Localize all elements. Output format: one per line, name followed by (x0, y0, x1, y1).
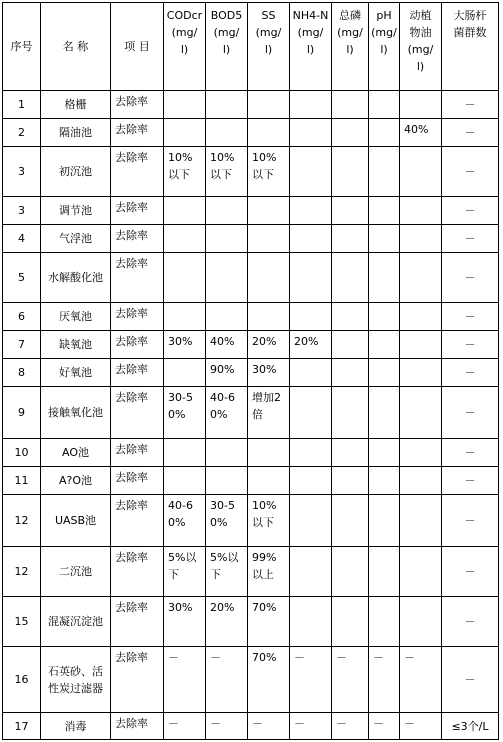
cell-tp (332, 253, 369, 303)
cell-name: 调节池 (41, 197, 111, 225)
cell-tp (332, 359, 369, 387)
cell-item: 去除率 (111, 387, 164, 439)
cell-bod (206, 197, 248, 225)
table-row (3, 647, 499, 713)
cell-tp (332, 495, 369, 547)
cell-cod: 30% (164, 597, 206, 647)
cell-bod: 30-50% (206, 495, 248, 547)
cell-tp (332, 439, 369, 467)
cell-cod: 40-60% (164, 495, 206, 547)
cell-ss (248, 303, 290, 331)
cell-oil (400, 253, 442, 303)
cell-bod: 10%以下 (206, 147, 248, 197)
cell-nh: 20% (290, 331, 332, 359)
cell-name: 厌氧池 (41, 303, 111, 331)
cell-no: 9 (3, 387, 41, 439)
cell-item: 去除率 (111, 253, 164, 303)
table-row (3, 119, 499, 147)
cell-name: 石英砂、活性炭过滤器 (41, 647, 111, 713)
cell-item: 去除率 (111, 197, 164, 225)
table-row (3, 713, 499, 740)
cell-name: A?O池 (41, 467, 111, 495)
cell-oil (400, 91, 442, 119)
cell-nh (290, 253, 332, 303)
header-row (3, 3, 499, 91)
cell-no: 5 (3, 253, 41, 303)
cell-oil (400, 597, 442, 647)
header-bod: BOD5 (mg/ l) (206, 3, 248, 91)
cell-bod (206, 91, 248, 119)
cell-name: 消毒 (41, 713, 111, 740)
cell-ss (248, 467, 290, 495)
cell-coli: － (442, 303, 499, 331)
cell-bod: 40% (206, 331, 248, 359)
cell-coli: － (442, 197, 499, 225)
cell-coli: － (442, 439, 499, 467)
cell-cod (164, 119, 206, 147)
cell-ss: 10%以下 (248, 495, 290, 547)
cell-oil: － (400, 647, 442, 713)
cell-ss: 99%以上 (248, 547, 290, 597)
removal-rate-table (2, 2, 499, 740)
cell-item: 去除率 (111, 91, 164, 119)
cell-nh: － (290, 713, 332, 740)
cell-nh: － (290, 647, 332, 713)
cell-nh (290, 119, 332, 147)
cell-cod (164, 467, 206, 495)
cell-no: 8 (3, 359, 41, 387)
cell-no: 3 (3, 147, 41, 197)
cell-ph (369, 119, 400, 147)
cell-oil (400, 197, 442, 225)
cell-oil (400, 359, 442, 387)
cell-ss: 70% (248, 597, 290, 647)
cell-no: 6 (3, 303, 41, 331)
cell-tp (332, 147, 369, 197)
cell-nh (290, 197, 332, 225)
cell-no: 1 (3, 91, 41, 119)
cell-coli: － (442, 119, 499, 147)
cell-name: AO池 (41, 439, 111, 467)
cell-nh (290, 495, 332, 547)
cell-tp (332, 467, 369, 495)
cell-nh (290, 359, 332, 387)
cell-item: 去除率 (111, 495, 164, 547)
cell-bod (206, 439, 248, 467)
cell-item: 去除率 (111, 467, 164, 495)
table-row (3, 467, 499, 495)
cell-ph (369, 359, 400, 387)
cell-nh (290, 467, 332, 495)
cell-name: 隔油池 (41, 119, 111, 147)
cell-item: 去除率 (111, 439, 164, 467)
cell-tp (332, 197, 369, 225)
table-row (3, 387, 499, 439)
cell-bod: － (206, 647, 248, 713)
table-row (3, 253, 499, 303)
cell-bod (206, 119, 248, 147)
cell-item: 去除率 (111, 647, 164, 713)
cell-ss: 10%以下 (248, 147, 290, 197)
cell-cod (164, 439, 206, 467)
cell-ss: 30% (248, 359, 290, 387)
cell-tp (332, 331, 369, 359)
cell-ss: 70% (248, 647, 290, 713)
cell-tp (332, 597, 369, 647)
cell-item: 去除率 (111, 119, 164, 147)
cell-name: UASB池 (41, 495, 111, 547)
cell-tp (332, 303, 369, 331)
cell-name: 气浮池 (41, 225, 111, 253)
table-row (3, 91, 499, 119)
cell-ph: － (369, 647, 400, 713)
cell-ss: 20% (248, 331, 290, 359)
cell-item: 去除率 (111, 713, 164, 740)
cell-oil (400, 547, 442, 597)
cell-coli: － (442, 331, 499, 359)
table-row (3, 597, 499, 647)
cell-oil (400, 387, 442, 439)
cell-cod (164, 91, 206, 119)
cell-oil: 40% (400, 119, 442, 147)
cell-name: 初沉池 (41, 147, 111, 197)
cell-cod: 5%以下 (164, 547, 206, 597)
cell-coli: － (442, 225, 499, 253)
cell-cod: 30% (164, 331, 206, 359)
cell-oil: － (400, 713, 442, 740)
cell-no: 16 (3, 647, 41, 713)
cell-nh (290, 225, 332, 253)
header-cod: CODcr (mg/ l) (164, 3, 206, 91)
cell-name: 水解酸化池 (41, 253, 111, 303)
cell-ph (369, 597, 400, 647)
cell-bod: 90% (206, 359, 248, 387)
cell-nh (290, 303, 332, 331)
cell-oil (400, 495, 442, 547)
cell-bod: － (206, 713, 248, 740)
cell-ph (369, 253, 400, 303)
cell-cod: － (164, 713, 206, 740)
cell-nh (290, 91, 332, 119)
table-row (3, 331, 499, 359)
cell-tp: － (332, 647, 369, 713)
cell-coli: － (442, 359, 499, 387)
header-nh4n: NH4-N (mg/ l) (290, 3, 332, 91)
cell-ss (248, 225, 290, 253)
cell-bod (206, 225, 248, 253)
cell-coli: － (442, 467, 499, 495)
cell-ss (248, 91, 290, 119)
cell-ss (248, 253, 290, 303)
cell-oil (400, 331, 442, 359)
cell-no: 7 (3, 331, 41, 359)
cell-item: 去除率 (111, 597, 164, 647)
cell-cod: － (164, 647, 206, 713)
cell-oil (400, 303, 442, 331)
cell-tp: － (332, 713, 369, 740)
header-ss: SS (mg/ l) (248, 3, 290, 91)
cell-coli: － (442, 597, 499, 647)
header-ph: pH (mg/ l) (369, 3, 400, 91)
cell-no: 10 (3, 439, 41, 467)
cell-tp (332, 547, 369, 597)
cell-bod: 5%以下 (206, 547, 248, 597)
table-row (3, 225, 499, 253)
cell-bod: 40-60% (206, 387, 248, 439)
cell-coli: － (442, 547, 499, 597)
cell-ph (369, 439, 400, 467)
cell-bod (206, 253, 248, 303)
cell-oil (400, 439, 442, 467)
cell-name: 格栅 (41, 91, 111, 119)
cell-cod (164, 197, 206, 225)
header-item: 项 目 (111, 3, 164, 91)
cell-no: 12 (3, 495, 41, 547)
cell-oil (400, 467, 442, 495)
cell-bod (206, 467, 248, 495)
cell-ss (248, 439, 290, 467)
cell-ph (369, 147, 400, 197)
table-row (3, 439, 499, 467)
cell-ph (369, 495, 400, 547)
header-coliform: 大肠杆 菌群数 (442, 3, 499, 91)
table-row (3, 359, 499, 387)
header-animal-plant-oil: 动植 物油 (mg/ l) (400, 3, 442, 91)
cell-tp (332, 91, 369, 119)
cell-cod (164, 303, 206, 331)
cell-coli: － (442, 253, 499, 303)
cell-no: 2 (3, 119, 41, 147)
cell-ss (248, 197, 290, 225)
cell-item: 去除率 (111, 303, 164, 331)
cell-bod (206, 303, 248, 331)
cell-item: 去除率 (111, 331, 164, 359)
cell-nh (290, 547, 332, 597)
cell-no: 12 (3, 547, 41, 597)
header-seq: 序号 (3, 3, 41, 91)
cell-name: 好氧池 (41, 359, 111, 387)
table-row (3, 495, 499, 547)
cell-name: 混凝沉淀池 (41, 597, 111, 647)
cell-ph (369, 225, 400, 253)
cell-no: 17 (3, 713, 41, 740)
cell-coli: － (442, 647, 499, 713)
cell-ss (248, 119, 290, 147)
cell-bod: 20% (206, 597, 248, 647)
cell-ph (369, 331, 400, 359)
cell-ph: － (369, 713, 400, 740)
cell-nh (290, 597, 332, 647)
cell-name: 二沉池 (41, 547, 111, 597)
cell-no: 15 (3, 597, 41, 647)
cell-ss: － (248, 713, 290, 740)
table-row (3, 147, 499, 197)
cell-ph (369, 387, 400, 439)
cell-nh (290, 439, 332, 467)
cell-tp (332, 119, 369, 147)
cell-cod (164, 253, 206, 303)
cell-no: 11 (3, 467, 41, 495)
cell-name: 接触氧化池 (41, 387, 111, 439)
cell-coli: － (442, 495, 499, 547)
cell-item: 去除率 (111, 547, 164, 597)
table-row (3, 197, 499, 225)
cell-ph (369, 91, 400, 119)
cell-coli: － (442, 387, 499, 439)
cell-item: 去除率 (111, 359, 164, 387)
cell-no: 4 (3, 225, 41, 253)
cell-cod: 30-50% (164, 387, 206, 439)
cell-tp (332, 225, 369, 253)
cell-item: 去除率 (111, 225, 164, 253)
cell-oil (400, 225, 442, 253)
cell-coli: ≤3个/L (442, 713, 499, 740)
cell-cod: 10%以下 (164, 147, 206, 197)
table-row (3, 547, 499, 597)
header-name: 名 称 (41, 3, 111, 91)
cell-ph (369, 467, 400, 495)
cell-name: 缺氧池 (41, 331, 111, 359)
cell-nh (290, 147, 332, 197)
cell-oil (400, 147, 442, 197)
cell-cod (164, 225, 206, 253)
cell-coli: － (442, 147, 499, 197)
cell-ph (369, 197, 400, 225)
cell-ph (369, 547, 400, 597)
cell-ph (369, 303, 400, 331)
cell-ss: 增加2倍 (248, 387, 290, 439)
header-total-phosphorus: 总磷 (mg/ l) (332, 3, 369, 91)
table-row (3, 303, 499, 331)
cell-coli: － (442, 91, 499, 119)
cell-item: 去除率 (111, 147, 164, 197)
cell-no: 3 (3, 197, 41, 225)
cell-nh (290, 387, 332, 439)
cell-tp (332, 387, 369, 439)
cell-cod (164, 359, 206, 387)
